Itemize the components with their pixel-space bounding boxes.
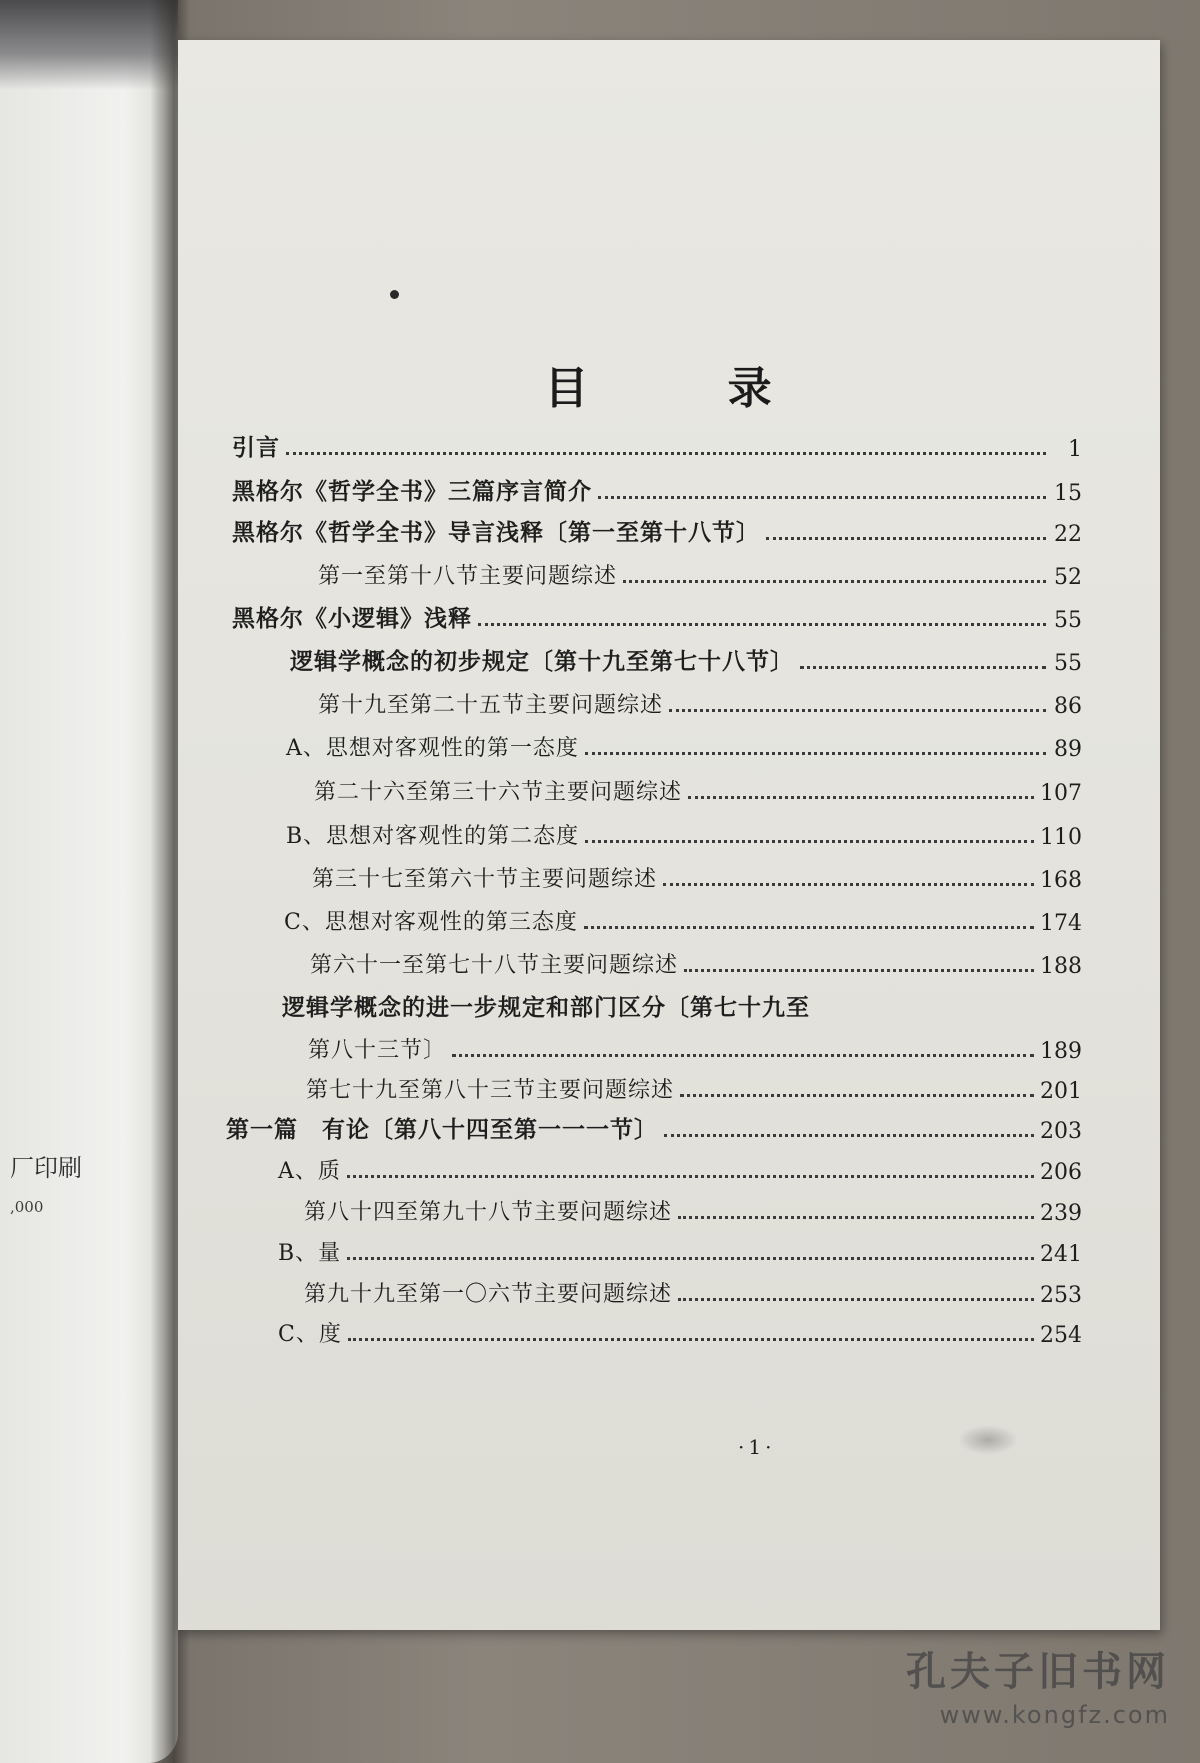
toc-entry-label: 第九十九至第一〇六节主要问题综述: [304, 1282, 673, 1307]
toc-title: 目 录: [544, 363, 834, 414]
toc-entry-page: 253: [1040, 1283, 1082, 1308]
toc-entry-page: 189: [1040, 1039, 1082, 1064]
toc-entry-page: 107: [1040, 781, 1082, 806]
toc-entry-page: 1: [1068, 437, 1082, 462]
toc-entry-label: 第一篇 有论〔第八十四至第一一一节〕: [226, 1116, 658, 1143]
toc-entry-label: 第七十九至第八十三节主要问题综述: [306, 1078, 675, 1103]
toc-entry: [278, 1237, 1082, 1267]
toc-entry-label: 第八十三节〕: [308, 1038, 447, 1063]
dot-leader: [286, 452, 1046, 455]
toc-entry-label: 逻辑学概念的初步规定〔第十九至第七十八节〕: [290, 648, 794, 675]
toc-entry: [284, 906, 1082, 936]
toc-entry-page: 89: [1054, 737, 1082, 762]
toc-entry-page: 22: [1054, 522, 1082, 547]
toc-entry-page: 55: [1054, 651, 1082, 676]
dot-leader: [585, 840, 1034, 843]
toc-entry: [282, 992, 1082, 1022]
dot-leader: [766, 537, 1046, 540]
toc-entry-label: C、度: [278, 1322, 342, 1347]
toc-entry: [286, 732, 1082, 762]
toc-entry: [232, 432, 1082, 462]
toc-entry: [232, 603, 1082, 633]
toc-entry: [226, 1114, 1082, 1144]
toc-entry-label: A、质: [278, 1159, 341, 1184]
toc-entry-label: 第二十六至第三十六节主要问题综述: [314, 780, 683, 805]
previous-page-small-text: ,000: [10, 1198, 44, 1216]
toc-entry-label: C、思想对客观性的第三态度: [284, 910, 578, 935]
toc-entry-label: 第一至第十八节主要问题综述: [318, 564, 618, 589]
toc-entry-label: 第六十一至第七十八节主要问题综述: [310, 953, 679, 978]
toc-entry-label: 黑格尔《哲学全书》三篇序言简介: [232, 478, 592, 505]
dot-leader: [347, 1257, 1034, 1260]
dot-leader: [663, 883, 1034, 886]
toc-entry-page: 203: [1040, 1119, 1082, 1144]
ink-smudge: [958, 1425, 1018, 1455]
watermark-url: www.kongfz.com: [939, 1701, 1170, 1729]
toc-entry-label: 逻辑学概念的进一步规定和部门区分〔第七十九至: [282, 994, 810, 1021]
toc-entry-page: 86: [1054, 694, 1082, 719]
toc-entry: [286, 820, 1082, 850]
watermark-name: 孔夫子旧书网: [906, 1649, 1170, 1695]
toc-entry: [304, 1278, 1082, 1308]
dot-leader: [678, 1216, 1034, 1219]
toc-entry-label: 第十九至第二十五节主要问题综述: [318, 693, 664, 718]
toc-entry-page: 168: [1040, 868, 1082, 893]
dot-leader: [684, 969, 1034, 972]
toc-entry-page: 55: [1054, 608, 1082, 633]
toc-entry-page: 188: [1040, 954, 1082, 979]
toc-entry-label: 第八十四至第九十八节主要问题综述: [304, 1200, 673, 1225]
watermark: [906, 1640, 1170, 1729]
toc-entry: [278, 1155, 1082, 1185]
toc-entry-label: B、思想对客观性的第二态度: [286, 824, 580, 849]
dot-leader: [669, 709, 1046, 712]
toc-entry-page: 52: [1054, 565, 1082, 590]
dot-leader: [348, 1338, 1034, 1341]
toc-entry: [314, 776, 1082, 806]
toc-entry-label: A、思想对客观性的第一态度: [286, 736, 579, 761]
dot-leader: [347, 1175, 1034, 1178]
toc-entry: [318, 689, 1082, 719]
toc-page: [178, 40, 1160, 1630]
toc-entry-page: 254: [1040, 1323, 1082, 1348]
dot-leader: [585, 752, 1046, 755]
toc-entry-page: 206: [1040, 1160, 1082, 1185]
dot-leader: [584, 926, 1034, 929]
toc-entry: [310, 949, 1082, 979]
previous-page-text: 厂印刷: [10, 1154, 82, 1182]
toc-entry-label: B、量: [278, 1241, 342, 1266]
dot-leader: [623, 580, 1046, 583]
toc-entry: [290, 646, 1082, 676]
toc-entry-label: 第三十七至第六十节主要问题综述: [312, 867, 658, 892]
page-number: ·1·: [738, 1435, 776, 1459]
toc-entry-page: 174: [1040, 911, 1082, 936]
toc-entry-page: 110: [1040, 825, 1082, 850]
toc-entry-label: 黑格尔《哲学全书》导言浅释〔第一至第十八节〕: [232, 519, 760, 546]
toc-entry-page: 15: [1054, 481, 1082, 506]
toc-entry-page: 201: [1040, 1079, 1082, 1104]
dot-leader: [452, 1054, 1034, 1057]
toc-entry: [312, 863, 1082, 893]
dot-leader: [598, 496, 1046, 499]
dot-leader: [664, 1134, 1034, 1137]
dot-leader: [800, 666, 1046, 669]
toc-entry: [306, 1074, 1082, 1104]
dot-leader: [680, 1094, 1034, 1097]
dot-leader: [688, 796, 1034, 799]
toc-entry: [232, 517, 1082, 547]
toc-entry: [232, 476, 1082, 506]
toc-entry-label: 黑格尔《小逻辑》浅释: [232, 605, 472, 632]
toc-entry: [304, 1196, 1082, 1226]
dot-leader: [678, 1298, 1034, 1301]
toc-entry: [308, 1034, 1082, 1064]
toc-entry: [318, 560, 1082, 590]
toc-entry-label: 引言: [232, 434, 280, 461]
toc-entry: [278, 1318, 1082, 1348]
dot-leader: [478, 623, 1046, 626]
toc-entry-page: 241: [1040, 1242, 1082, 1267]
ink-dot: [390, 290, 399, 299]
toc-entry-page: 239: [1040, 1201, 1082, 1226]
